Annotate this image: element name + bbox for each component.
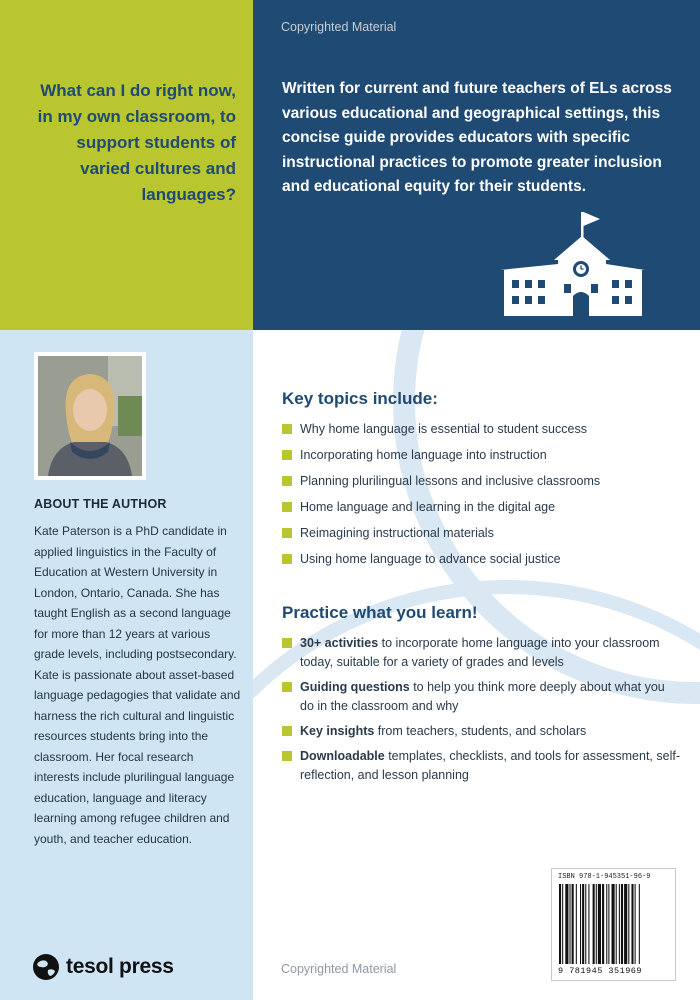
bullet-square-icon (282, 502, 292, 512)
list-item: Key insights from teachers, students, and scholars (282, 722, 682, 741)
barcode-bars (559, 884, 670, 964)
list-item: 30+ activities to incorporate home language into your classroom today, suitable for a variety of grades and levels (282, 634, 682, 672)
list-item: Why home language is essential to student success (282, 421, 682, 437)
bullet-square-icon (282, 638, 292, 648)
bullet-square-icon (282, 682, 292, 692)
author-photo (34, 352, 146, 480)
bullet-square-icon (282, 751, 292, 761)
bullet-square-icon (282, 450, 292, 460)
globe-icon (32, 953, 60, 981)
about-author-heading: ABOUT THE AUTHOR (34, 497, 167, 511)
bullet-square-icon (282, 554, 292, 564)
list-item: Reimagining instructional materials (282, 525, 682, 541)
isbn-barcode (551, 868, 676, 981)
publisher-logo (32, 953, 174, 981)
bullet-square-icon (282, 424, 292, 434)
copyright-top: Copyrighted Material (281, 20, 397, 34)
school-icon (500, 208, 645, 316)
list-item: Planning plurilingual lessons and inclusive classrooms (282, 473, 682, 489)
list-item: Using home language to advance social justice (282, 551, 682, 567)
key-topics-list (282, 421, 682, 567)
bullet-square-icon (282, 726, 292, 736)
practice-heading: Practice what you learn! (282, 603, 478, 622)
bullet-square-icon (282, 476, 292, 486)
book-description: Written for current and future teachers of ELs across various educational and geographical settings, this concise guide provides educators with specific instructional practices to promote greater inclusion and educational equity for their students. (282, 80, 672, 195)
author-portrait-icon (38, 356, 142, 476)
barcode-digits: 9 781945 351969 (558, 966, 643, 976)
isbn-label: ISBN 978-1-945351-96-9 (558, 873, 651, 881)
list-item: Home language and learning in the digital age (282, 499, 682, 515)
headline-question: What can I do right now, in my own classroom, to support students of varied cultures and languages? (37, 81, 236, 204)
author-bio: Kate Paterson is a PhD candidate in applied linguistics in the Faculty of Education at Western University in London, Ontario, Canada. She has taught English as a second language for more than 12 years at various grade levels, including postsecondary. Kate is passionate about asset-based language pedagogies that validate and harness the rich cultural and linguistic resources students bring into the classroom. Her focal research interests include plurilingual language education, language and literacy learning among refugee children and youth, and teacher education. (34, 524, 241, 846)
list-item: Guiding questions to help you think more deeply about what you do in the classroom and why (282, 678, 682, 716)
bullet-square-icon (282, 528, 292, 538)
key-topics-heading: Key topics include: (282, 389, 438, 408)
list-item: Incorporating home language into instruction (282, 447, 682, 463)
list-item: Downloadable templates, checklists, and tools for assessment, self-reflection, and lesson planning (282, 747, 682, 785)
practice-list (282, 634, 682, 785)
copyright-bottom: Copyrighted Material (281, 962, 397, 976)
publisher-name: tesol press (66, 955, 174, 978)
